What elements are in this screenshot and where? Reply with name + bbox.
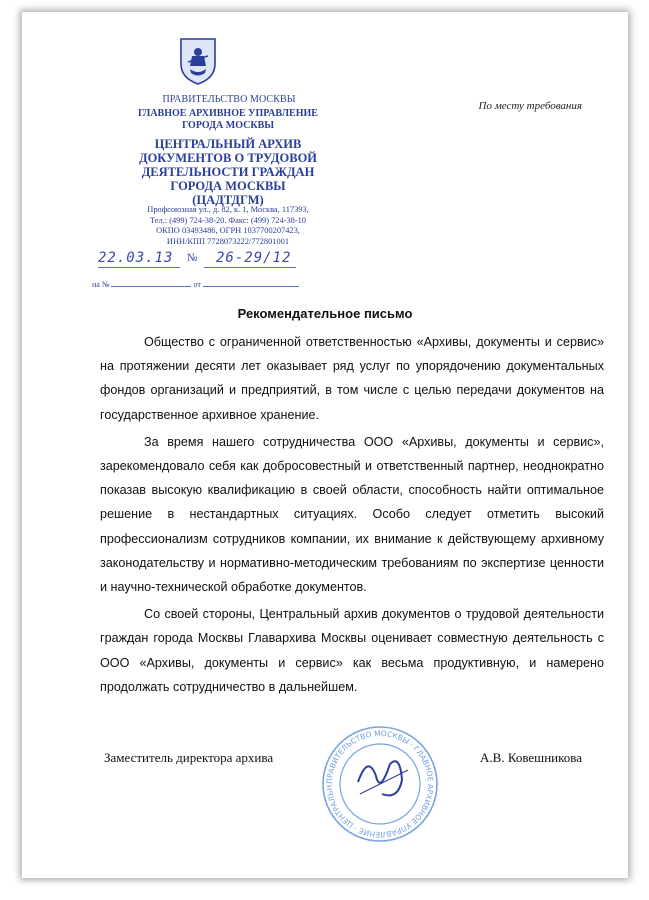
department-line: ГЛАВНОЕ АРХИВНОЕ УПРАВЛЕНИЕ <box>138 108 318 119</box>
archive-name-line: ГОРОДА МОСКВЫ <box>170 179 286 193</box>
address-line: ИНН/КПП 7728073222/772801001 <box>166 236 290 246</box>
ref-number-line <box>111 286 191 287</box>
ref-from: от <box>193 280 201 289</box>
letter-title: Рекомендательное письмо <box>237 306 413 321</box>
registration-number: 26-29/12 <box>216 250 292 266</box>
archive-name <box>104 137 352 207</box>
department-line: ГОРОДА МОСКВЫ <box>181 119 275 131</box>
registration-date: 22.03.13 <box>98 250 174 266</box>
date-line <box>98 249 180 268</box>
ref-date-line <box>203 286 299 287</box>
stamp-ring-text: ПРАВИТЕЛЬСТВО МОСКВЫ · ГЛАВНОЕ АРХИВНОЕ УПРАВЛЕНИЕ · ЦЕНТРАЛЬН <box>324 728 436 840</box>
signatory-name: А.В. Ковешникова <box>480 750 582 765</box>
addressee: По месту требования <box>478 100 582 112</box>
department-name <box>112 108 344 131</box>
number-sign: № <box>187 252 198 264</box>
ref-prefix: на № <box>92 280 110 289</box>
gov-name: ПРАВИТЕЛЬСТВО МОСКВЫ <box>162 94 296 105</box>
body-paragraph: Со своей стороны, Центральный архив документов о трудовой деятельности граждан города Москвы Главархива Москвы оценивает совместную деятельность с ООО «Архивы, документы и сервис» как весьма продуктивную, и намерено продолжать сотрудничество в дальнейшем. <box>100 607 604 694</box>
signatory-position: Заместитель директора архива <box>104 750 274 765</box>
address-line: Профсоюзная ул., д. 82, к. 1, Москва, 117393, <box>147 205 309 214</box>
round-seal-icon <box>320 724 440 844</box>
archive-name-line: ДОКУМЕНТОВ О ТРУДОВОЙ <box>138 151 318 165</box>
document-page <box>22 12 628 878</box>
letter-body <box>100 330 604 702</box>
number-line <box>204 249 296 268</box>
address-line: Тел.: (499) 724-38-20. Факс: (499) 724-38-10 <box>150 215 306 225</box>
body-paragraph: За время нашего сотрудничества ООО «Архивы, документы и сервис», зарекомендовало себя как добросовестный и ответственный партнер, неоднократно показав высокую квалификацию в своей области, способность найти оптимальное решение в нестандартных ситуациях. Особо следует отметить высокий профессионализм сотрудников компании, их внимание к действующему архивному законодательству и нормативно-методическим требованиям по экспертизе ценности и научно-технической обработке документов. <box>100 434 604 595</box>
address-line: ОКПО 03493486, ОГРН 1037700207423, <box>156 226 300 235</box>
address-block <box>108 205 348 247</box>
archive-name-line: (ЦАДТДГМ) <box>192 193 264 207</box>
archive-name-line: ЦЕНТРАЛЬНЫЙ АРХИВ <box>154 137 302 151</box>
body-paragraph: Общество с ограниченной ответственностью «Архивы, документы и сервис» на протяжении десяти лет оказывает ряд услуг по упорядочению документальных фондов организаций и предприятий, в том числе с целью передачи документов на государственное архивное хранение. <box>100 335 604 422</box>
moscow-coat-of-arms-icon <box>178 36 218 86</box>
reference-row <box>92 280 299 289</box>
archive-name-line: ДЕЯТЕЛЬНОСТИ ГРАЖДАН <box>141 165 315 179</box>
